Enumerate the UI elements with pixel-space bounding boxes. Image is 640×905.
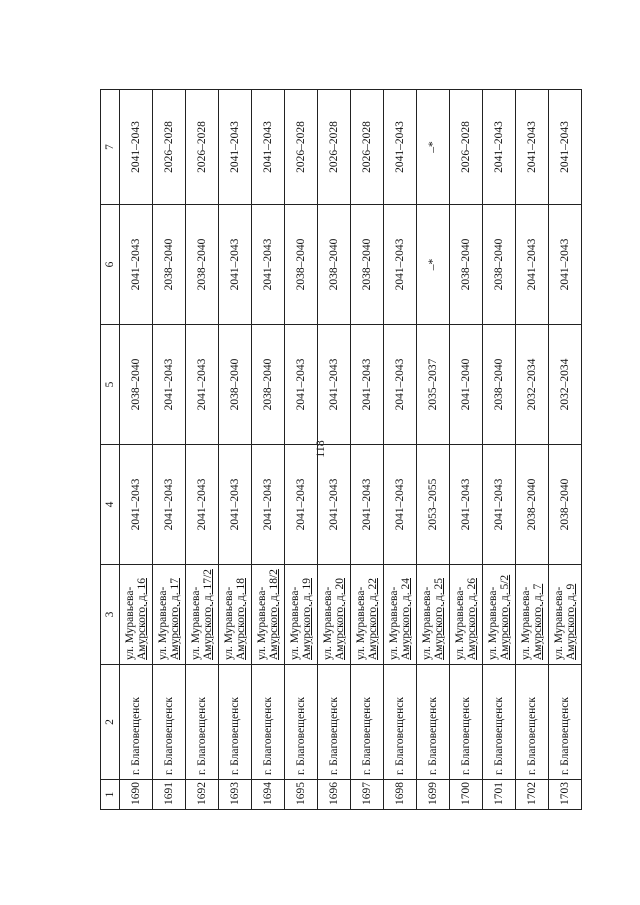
period-cell-col7: 2041–2043: [483, 90, 516, 205]
address-line-1: ул. Муравьева-: [256, 586, 268, 660]
row-number-cell: 1699: [417, 780, 450, 810]
period-cell-col5: 2038–2040: [252, 325, 285, 445]
table-row: [153, 90, 186, 810]
period-cell-col6: 2038–2040: [483, 205, 516, 325]
row-number-cell: 1700: [450, 780, 483, 810]
city-cell: г. Благовещенск: [285, 665, 318, 780]
city-cell: г. Благовещенск: [483, 665, 516, 780]
address-line-2: Амурского, д. 5/2: [499, 574, 511, 660]
table-row: [219, 90, 252, 810]
row-number-cell: 1691: [153, 780, 186, 810]
table-row: [285, 90, 318, 810]
period-cell-col6: 2041–2043: [549, 205, 582, 325]
register-table: [100, 89, 582, 810]
city-cell: г. Благовещенск: [549, 665, 582, 780]
row-number-cell: 1697: [351, 780, 384, 810]
table-body: [101, 90, 582, 810]
row-number-cell: 1690: [120, 780, 153, 810]
city-cell: г. Благовещенск: [318, 665, 351, 780]
period-cell-col7: 2041–2043: [549, 90, 582, 205]
header-cell-7: 7: [101, 90, 120, 205]
row-number-cell: 1694: [252, 780, 285, 810]
period-cell-col5: 2041–2043: [285, 325, 318, 445]
row-number-cell: 1702: [516, 780, 549, 810]
period-cell-col5: 2041–2043: [186, 325, 219, 445]
header-cell-1: 1: [101, 780, 120, 810]
table-row: [186, 90, 219, 810]
period-cell-col5: 2041–2043: [318, 325, 351, 445]
period-cell-col5: 2041–2040: [450, 325, 483, 445]
address-line-1: ул. Муравьева-: [157, 586, 169, 660]
period-cell-col5: 2041–2043: [384, 325, 417, 445]
period-cell-col4: 2038–2040: [549, 445, 582, 565]
table-row: [351, 90, 384, 810]
address-line-1: ул. Муравьева-: [520, 586, 532, 660]
address-line-1: ул. Муравьева-: [454, 586, 466, 660]
city-cell: г. Благовещенск: [417, 665, 450, 780]
row-number-cell: 1692: [186, 780, 219, 810]
city-cell: г. Благовещенск: [219, 665, 252, 780]
period-cell-col4: 2041–2043: [285, 445, 318, 565]
row-number-cell: 1696: [318, 780, 351, 810]
period-cell-col4: 2041–2043: [450, 445, 483, 565]
period-cell-col7: 2026–2028: [186, 90, 219, 205]
address-cell: [318, 565, 351, 665]
address-cell: [219, 565, 252, 665]
address-cell: [417, 565, 450, 665]
period-cell-col7: 2041–2043: [219, 90, 252, 205]
period-cell-col6: 2038–2040: [450, 205, 483, 325]
period-cell-col6: 2038–2040: [351, 205, 384, 325]
address-line-1: ул. Муравьева-: [487, 586, 499, 660]
table-row: [417, 90, 450, 810]
table-row: [120, 90, 153, 810]
period-cell-col4: 2038–2040: [516, 445, 549, 565]
period-cell-col6: 2041–2043: [384, 205, 417, 325]
header-cell-2: 2: [101, 665, 120, 780]
period-cell-col7: 2026–2028: [153, 90, 186, 205]
city-cell: г. Благовещенск: [252, 665, 285, 780]
period-cell-col6: 2041–2043: [252, 205, 285, 325]
period-cell-col6: 2041–2043: [516, 205, 549, 325]
table-row: [318, 90, 351, 810]
period-cell-col4: 2041–2043: [186, 445, 219, 565]
period-cell-col6: 2041–2043: [120, 205, 153, 325]
address-line-2: Амурского, д. 16: [136, 578, 148, 660]
period-cell-col6: 2038–2040: [186, 205, 219, 325]
address-line-2: Амурского, д. 19: [301, 578, 313, 660]
address-cell: [153, 565, 186, 665]
period-cell-col4: 2041–2043: [483, 445, 516, 565]
address-line-1: ул. Муравьева-: [553, 586, 565, 660]
address-cell: [483, 565, 516, 665]
period-cell-col5: 2041–2043: [351, 325, 384, 445]
page-number: 118: [313, 440, 327, 458]
table-row: [252, 90, 285, 810]
period-cell-col7: 2041–2043: [252, 90, 285, 205]
address-cell: [384, 565, 417, 665]
address-line-2: Амурского, д. 20: [334, 578, 346, 660]
address-line-2: Амурского, д. 22: [367, 578, 379, 660]
period-cell-col4: 2041–2043: [120, 445, 153, 565]
address-cell: [450, 565, 483, 665]
city-cell: г. Благовещенск: [516, 665, 549, 780]
address-line-2: Амурского, д. 18: [235, 578, 247, 660]
city-cell: г. Благовещенск: [351, 665, 384, 780]
address-cell: [120, 565, 153, 665]
header-cell-4: 4: [101, 445, 120, 565]
address-line-1: ул. Муравьева-: [124, 586, 136, 660]
period-cell-col6: 2041–2043: [219, 205, 252, 325]
period-cell-col7: 2041–2043: [384, 90, 417, 205]
period-cell-col6: 2038–2040: [318, 205, 351, 325]
address-line-2: Амурского, д. 24: [400, 578, 412, 660]
header-row: [101, 90, 120, 810]
city-cell: г. Благовещенск: [186, 665, 219, 780]
period-cell-col4: 2041–2043: [153, 445, 186, 565]
row-number-cell: 1693: [219, 780, 252, 810]
period-cell-col7: 2041–2043: [516, 90, 549, 205]
address-line-1: ул. Муравьева-: [421, 586, 433, 660]
period-cell-col6: 2038–2040: [153, 205, 186, 325]
period-cell-col4: 2041–2043: [318, 445, 351, 565]
period-cell-col7: 2041–2043: [120, 90, 153, 205]
period-cell-col5: 2032–2034: [549, 325, 582, 445]
address-cell: [549, 565, 582, 665]
period-cell-col4: 2041–2043: [252, 445, 285, 565]
period-cell-col7: 2026–2028: [285, 90, 318, 205]
city-cell: г. Благовещенск: [153, 665, 186, 780]
table-row: [450, 90, 483, 810]
period-cell-col5: 2038–2040: [219, 325, 252, 445]
row-number-cell: 1698: [384, 780, 417, 810]
address-line-1: ул. Муравьева-: [355, 586, 367, 660]
address-cell: [516, 565, 549, 665]
period-cell-col5: 2038–2040: [120, 325, 153, 445]
period-cell-col4: 2041–2043: [384, 445, 417, 565]
period-cell-col5: 2035–2037: [417, 325, 450, 445]
address-line-2: Амурского, д. 7: [532, 583, 544, 660]
period-cell-col7: 2026–2028: [318, 90, 351, 205]
city-cell: г. Благовещенск: [450, 665, 483, 780]
period-cell-col7: 2026–2028: [351, 90, 384, 205]
address-cell: [186, 565, 219, 665]
address-line-1: ул. Муравьева-: [223, 586, 235, 660]
address-cell: [285, 565, 318, 665]
row-number-cell: 1695: [285, 780, 318, 810]
period-cell-col7: 2026–2028: [450, 90, 483, 205]
table-row: [483, 90, 516, 810]
table-row: [516, 90, 549, 810]
rotated-table-container: [100, 90, 582, 810]
address-line-1: ул. Муравьева-: [190, 586, 202, 660]
city-cell: г. Благовещенск: [120, 665, 153, 780]
address-line-2: Амурского, д. 17: [169, 578, 181, 660]
address-line-1: ул. Муравьева-: [289, 586, 301, 660]
address-cell: [252, 565, 285, 665]
table-row: [384, 90, 417, 810]
address-line-2: Амурского, д. 18/2: [268, 569, 280, 660]
period-cell-col5: 2038–2040: [483, 325, 516, 445]
address-line-2: Амурского, д. 26: [466, 578, 478, 660]
address-cell: [351, 565, 384, 665]
table-row: [549, 90, 582, 810]
row-number-cell: 1701: [483, 780, 516, 810]
period-cell-col6: 2038–2040: [285, 205, 318, 325]
period-cell-col4: 2041–2043: [351, 445, 384, 565]
address-line-2: Амурского, д. 25: [433, 578, 445, 660]
row-number-cell: 1703: [549, 780, 582, 810]
address-line-2: Амурского, д. 9: [565, 583, 577, 660]
address-line-1: ул. Муравьева-: [388, 586, 400, 660]
period-cell-col4: 2041–2043: [219, 445, 252, 565]
city-cell: г. Благовещенск: [384, 665, 417, 780]
header-cell-3: 3: [101, 565, 120, 665]
header-cell-6: 6: [101, 205, 120, 325]
header-cell-5: 5: [101, 325, 120, 445]
address-line-1: ул. Муравьева-: [322, 586, 334, 660]
period-cell-col5: 2032–2034: [516, 325, 549, 445]
period-cell-col6: –*: [417, 205, 450, 325]
period-cell-col5: 2041–2043: [153, 325, 186, 445]
period-cell-col4: 2053–2055: [417, 445, 450, 565]
period-cell-col7: –*: [417, 90, 450, 205]
address-line-2: Амурского, д. 17/2: [202, 569, 214, 660]
